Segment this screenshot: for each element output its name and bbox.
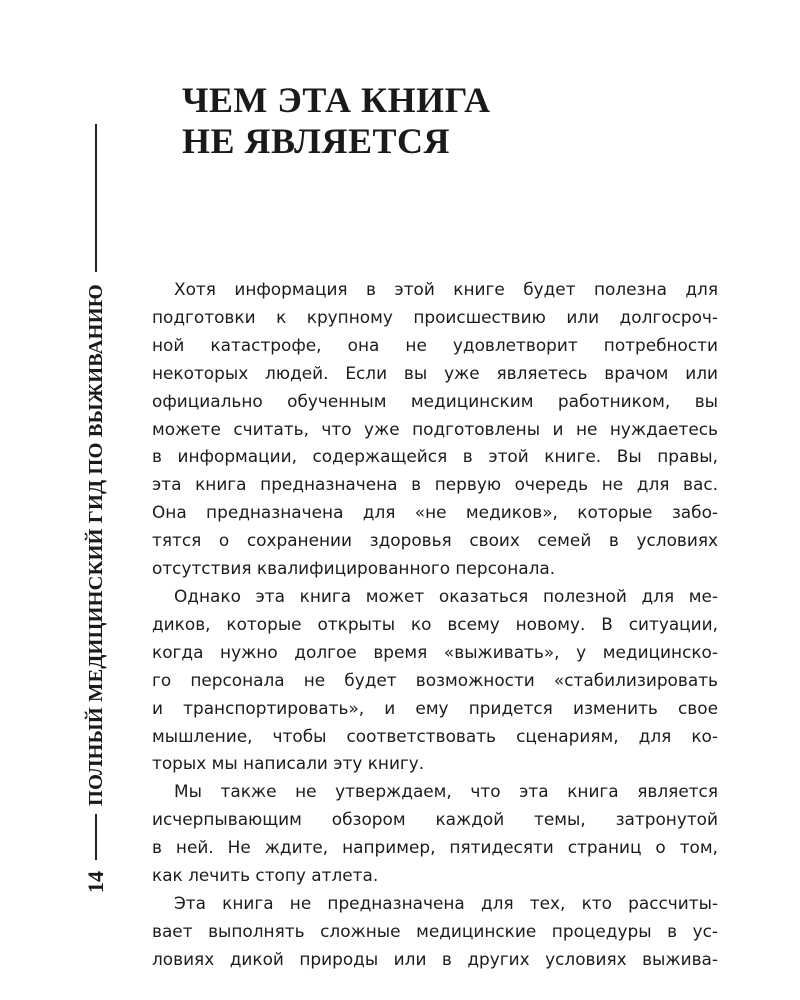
paragraph	[152, 276, 718, 583]
text-line: го персонала не будет возможности «стабилизировать	[152, 669, 718, 690]
text-line: эта книга предназначена в первую очередь не для вас.	[152, 474, 718, 495]
text-line: Хотя информация в этой книге будет полезна для	[174, 279, 718, 299]
text-line: можете считать, что уже подготовлены и не нуждаетесь	[152, 418, 718, 439]
text-line: подготовки к крупному происшествию или долгосроч-	[152, 306, 718, 327]
text-line: ловиях дикой природы или в других условиях выжива-	[152, 948, 718, 969]
text-line: диков, которые открыты ко всему новому. В ситуации,	[152, 613, 718, 634]
text-line: отсутствия квалифицированного персонала.	[152, 558, 556, 579]
text-line: в информации, содержащейся в этой книге. Вы правы,	[152, 446, 718, 467]
header-rule	[95, 814, 97, 860]
chapter-title-line: ЧЕМ ЭТА КНИГА	[182, 80, 491, 120]
running-header	[74, 90, 118, 900]
text-line: ной катастрофе, она не удовлетворит потребности	[152, 334, 718, 355]
text-line: в ней. Не ждите, например, пятидесяти страниц о том,	[152, 837, 718, 858]
running-book-title: ПОЛНЫЙ МЕДИЦИНСКИЙ ГИД ПО ВЫЖИВАНИЮ	[84, 284, 107, 806]
text-line: тятся о сохранении здоровья своих семей в условиях	[152, 530, 718, 551]
body-text	[152, 276, 718, 974]
text-line: торых мы написали эту книгу.	[152, 753, 425, 774]
text-line: официально обученным медицинским работником, вы	[152, 390, 718, 411]
text-line: некоторых людей. Если вы уже являетесь врачом или	[152, 362, 718, 383]
text-line: Она предназначена для «не медиков», которые забо-	[152, 502, 718, 523]
paragraph	[152, 583, 718, 778]
text-line: Мы также не утверждаем, что эта книга является	[174, 781, 718, 802]
text-line: как лечить стопу атлета.	[152, 865, 379, 886]
header-rule	[95, 124, 97, 272]
paragraph	[152, 778, 718, 890]
chapter-title	[182, 80, 742, 162]
text-line: вает выполнять сложные медицинские процедуры в ус-	[152, 920, 718, 941]
text-line: Эта книга не предназначена для тех, кто рассчиты-	[174, 892, 718, 913]
text-line: Однако эта книга может оказаться полезной для ме-	[174, 585, 718, 606]
paragraph	[152, 890, 718, 974]
page-number: 14	[83, 871, 108, 893]
chapter-title-line: НЕ ЯВЛЯЕТСЯ	[182, 121, 450, 161]
text-line: когда нужно долгое время «выживать», у медицинско-	[152, 641, 718, 662]
text-line: мышление, чтобы соответствовать сценариям, для ко-	[152, 725, 718, 746]
text-line: исчерпывающим обзором каждой темы, затронутой	[152, 809, 718, 830]
text-line: и транспортировать», и ему придется изменить свое	[152, 697, 718, 718]
